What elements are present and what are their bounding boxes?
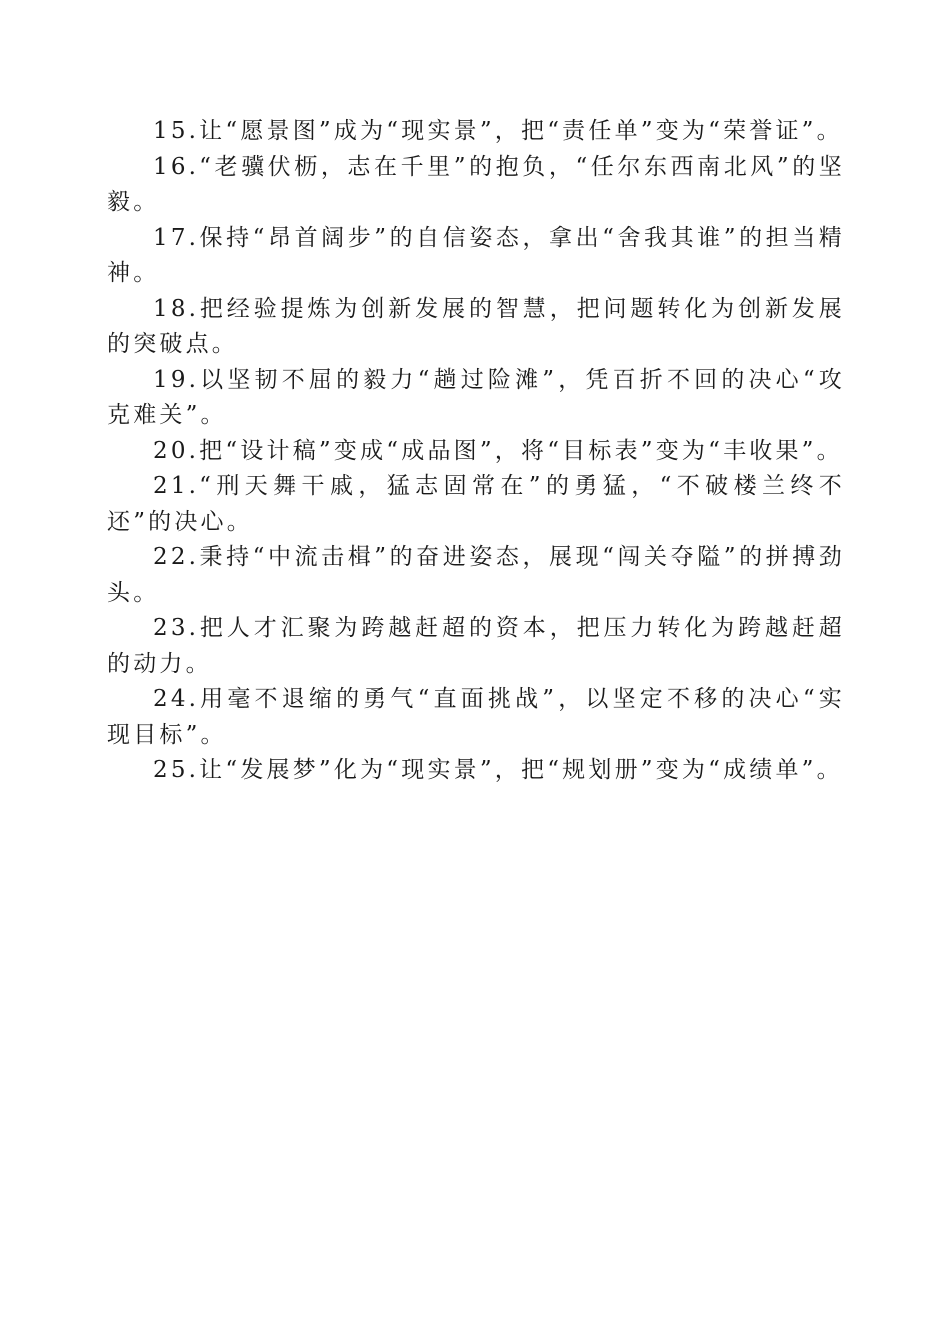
paragraph-16: 16.“老骥伏枥，志在千里”的抱负，“任尔东西南北风”的坚毅。: [107, 153, 845, 215]
paragraph-21: 21.“刑天舞干戚，猛志固常在”的勇猛，“不破楼兰终不还”的决心。: [107, 473, 845, 535]
paragraph-20: 20.把“设计稿”变成“成品图”，将“目标表”变为“丰收果”。: [153, 437, 843, 464]
paragraph-24: 24.用毫不退缩的勇气“直面挑战”，以坚定不移的决心“实现目标”。: [107, 686, 845, 748]
document-body: [107, 114, 845, 789]
paragraph-23: 23.把人才汇聚为跨越赶超的资本，把压力转化为跨越赶超的动力。: [107, 615, 845, 677]
paragraph-17: 17.保持“昂首阔步”的自信姿态，拿出“舍我其谁”的担当精神。: [107, 224, 845, 286]
paragraph-15: 15.让“愿景图”成为“现实景”，把“责任单”变为“荣誉证”。: [153, 118, 843, 144]
paragraph-19: 19.以坚韧不屈的毅力“趟过险滩”，凭百折不回的决心“攻克难关”。: [107, 366, 845, 428]
paragraph-18: 18.把经验提炼为创新发展的智慧，把问题转化为创新发展的突破点。: [107, 295, 845, 357]
paragraph-22: 22.秉持“中流击楫”的奋进姿态，展现“闯关夺隘”的拼搏劲头。: [107, 544, 845, 606]
paragraph-25: 25.让“发展梦”化为“现实景”，把“规划册”变为“成绩单”。: [153, 757, 843, 783]
